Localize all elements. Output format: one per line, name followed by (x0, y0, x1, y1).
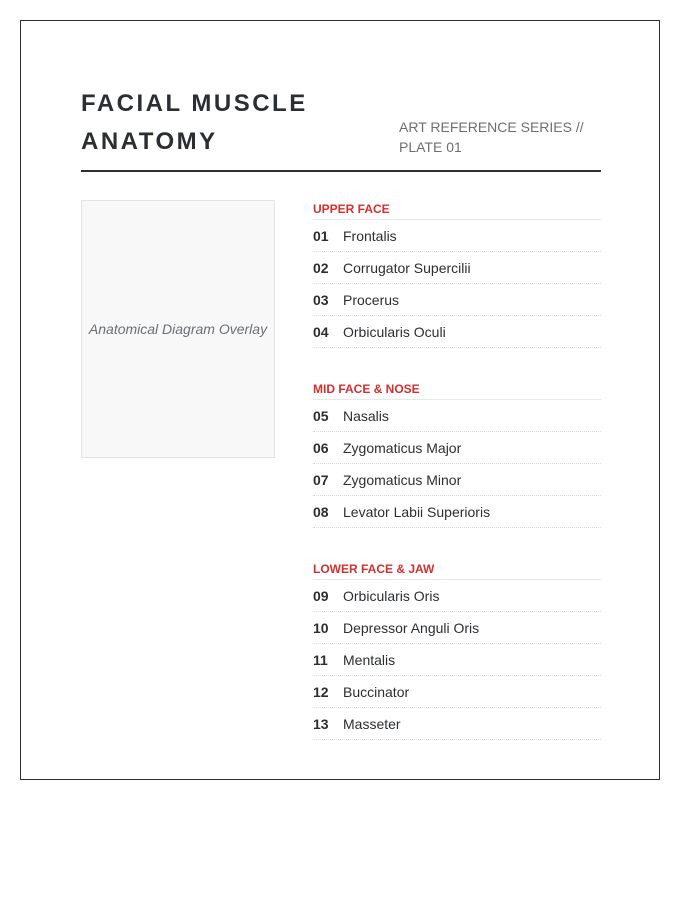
series-subtitle (399, 117, 599, 157)
item-number: 02 (313, 260, 329, 276)
section-title: LOWER FACE & JAW (313, 561, 601, 580)
list-item (313, 252, 601, 284)
item-name: Masseter (343, 716, 401, 732)
list-item (313, 708, 601, 740)
page-title (81, 85, 361, 161)
item-name: Buccinator (343, 684, 410, 700)
anatomical-diagram-placeholder (81, 200, 275, 458)
section-mid-face-nose (313, 381, 601, 528)
plate-header (81, 81, 601, 172)
item-number: 04 (313, 324, 329, 340)
list-item (313, 220, 601, 252)
item-name: Zygomaticus Minor (343, 472, 462, 488)
item-name: Orbicularis Oculi (343, 324, 446, 340)
item-number: 06 (313, 440, 329, 456)
list-item (313, 400, 601, 432)
item-number: 12 (313, 684, 329, 700)
list-item (313, 496, 601, 528)
item-name: Depressor Anguli Oris (343, 620, 480, 636)
item-number: 11 (313, 652, 328, 668)
item-number: 03 (313, 292, 329, 308)
list-item (313, 612, 601, 644)
section-lower-face-jaw (313, 561, 601, 740)
title-line-1: FACIAL MUSCLE (81, 90, 308, 117)
list-item (313, 464, 601, 496)
reference-plate (20, 20, 660, 780)
list-item (313, 432, 601, 464)
item-name: Zygomaticus Major (343, 440, 462, 456)
list-item (313, 676, 601, 708)
item-number: 07 (313, 472, 329, 488)
item-number: 09 (313, 588, 329, 604)
item-name: Procerus (343, 292, 400, 308)
muscle-lists (313, 201, 601, 773)
subtitle-line-2: PLATE 01 (399, 139, 462, 155)
item-name: Nasalis (343, 408, 389, 424)
list-item (313, 284, 601, 316)
item-number: 13 (313, 716, 329, 732)
list-item (313, 644, 601, 676)
subtitle-line-1: ART REFERENCE SERIES // (399, 119, 584, 135)
item-number: 01 (313, 228, 329, 244)
item-name: Frontalis (343, 228, 397, 244)
item-name: Orbicularis Oris (343, 588, 440, 604)
list-item (313, 580, 601, 612)
section-upper-face (313, 201, 601, 348)
section-title: MID FACE & NOSE (313, 381, 601, 400)
section-title: UPPER FACE (313, 201, 601, 220)
item-number: 08 (313, 504, 329, 520)
item-name: Levator Labii Superioris (343, 504, 491, 520)
title-line-2: ANATOMY (81, 128, 218, 155)
item-name: Mentalis (343, 652, 396, 668)
item-name: Corrugator Supercilii (343, 260, 471, 276)
item-number: 05 (313, 408, 329, 424)
item-number: 10 (313, 620, 329, 636)
list-item (313, 316, 601, 348)
diagram-label: Anatomical Diagram Overlay (88, 321, 268, 337)
